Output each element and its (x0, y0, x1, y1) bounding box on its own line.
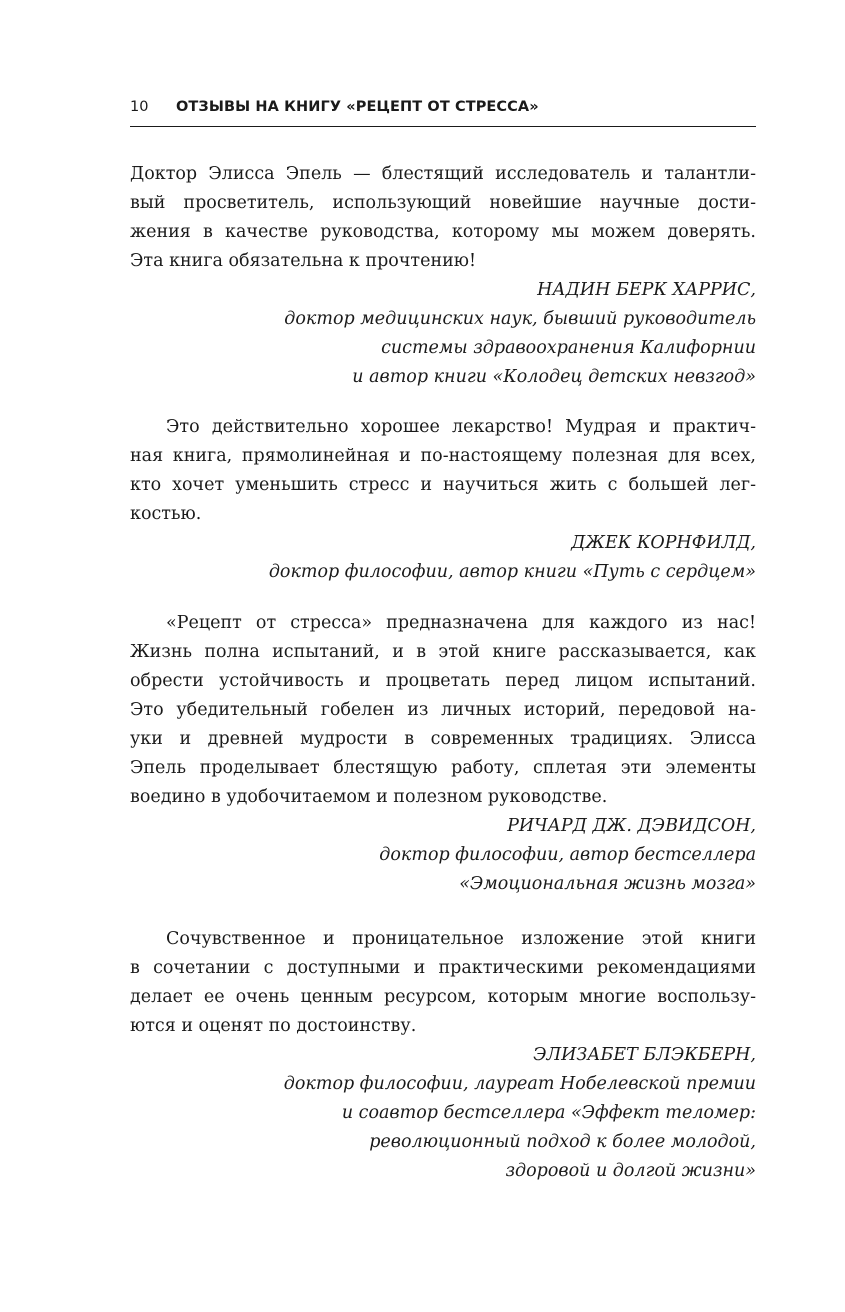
reviewer-credentials: здоровой и долгой жизни» (505, 1161, 756, 1181)
reviewer-credentials: доктор философии, автор бестселлера (379, 845, 756, 865)
quote-line: воедино в удобочитаемом и полезном руководстве. (130, 787, 608, 807)
quote-line: делает ее очень ценным ресурсом, которым многие воспользу- (130, 987, 756, 1007)
quote-line: кто хочет уменьшить стресс и научиться жить с большей лег- (130, 475, 756, 495)
review-attribution (130, 812, 756, 899)
reviewer-credentials: системы здравоохранения Калифорнии (381, 338, 756, 358)
review-1 (130, 160, 756, 392)
reviewer-credentials: доктор медицинских наук, бывший руководитель (284, 309, 756, 329)
reviewer-credentials: и автор книги «Колодец детских невзгод» (352, 367, 756, 387)
review-quote (130, 925, 756, 1041)
quote-line: Эпель проделывает блестящую работу, сплетая эти элементы (130, 758, 756, 778)
quote-line: Жизнь полна испытаний, и в этой книге рассказывается, как (130, 642, 756, 662)
quote-line: ются и оценят по достоинству. (130, 1016, 417, 1036)
review-quote (130, 160, 756, 276)
quote-line: Сочувственное и проницательное изложение этой книги (166, 929, 756, 949)
reviewer-credentials: доктор философии, лауреат Нобелевской премии (283, 1074, 756, 1094)
review-attribution (130, 276, 756, 392)
review-4 (130, 925, 756, 1186)
quote-line: Доктор Элисса Эпель — блестящий исследователь и талантли- (130, 164, 756, 184)
quote-line: вый просветитель, использующий новейшие научные дости- (130, 193, 756, 213)
quote-line: жения в качестве руководства, которому мы можем доверять. (130, 222, 756, 242)
running-head (130, 96, 756, 127)
quote-line: ная книга, прямолинейная и по-настоящему полезная для всех, (130, 446, 756, 466)
quote-line: обрести устойчивость и процветать перед лицом испытаний. (130, 671, 756, 691)
reviewer-credentials: «Эмоциональная жизнь мозга» (459, 874, 756, 894)
review-quote (130, 413, 756, 529)
quote-line: «Рецепт от стресса» предназначена для каждого из нас! (166, 613, 756, 633)
page-number: 10 (130, 99, 149, 115)
reviewer-name: НАДИН БЕРК ХАРРИС, (537, 280, 756, 300)
quote-line: Эта книга обязательна к прочтению! (130, 251, 477, 271)
review-3 (130, 609, 756, 899)
review-quote (130, 609, 756, 812)
running-head-title: ОТЗЫВЫ НА КНИГУ «РЕЦЕПТ ОТ СТРЕССА» (176, 99, 539, 115)
quote-line: Это убедительный гобелен из личных историй, передовой на- (130, 700, 756, 720)
quote-line: Это действительно хорошее лекарство! Мудрая и практич- (166, 417, 756, 437)
reviewer-credentials: доктор философии, автор книги «Путь с сердцем» (268, 562, 756, 582)
quote-line: в сочетании с доступными и практическими рекомендациями (130, 958, 756, 978)
reviewer-credentials: и соавтор бестселлера «Эффект теломер: (341, 1103, 756, 1123)
reviewer-name: ДЖЕК КОРНФИЛД, (571, 533, 756, 553)
reviewer-name: РИЧАРД ДЖ. ДЭВИДСОН, (507, 816, 756, 836)
review-2 (130, 413, 756, 587)
quote-line: костью. (130, 504, 202, 524)
review-attribution (130, 529, 756, 587)
reviewer-name: ЭЛИЗАБЕТ БЛЭКБЕРН, (533, 1045, 756, 1065)
review-attribution (130, 1041, 756, 1186)
reviewer-credentials: революционный подход к более молодой, (369, 1132, 756, 1152)
quote-line: уки и древней мудрости в современных традициях. Элисса (130, 729, 756, 749)
